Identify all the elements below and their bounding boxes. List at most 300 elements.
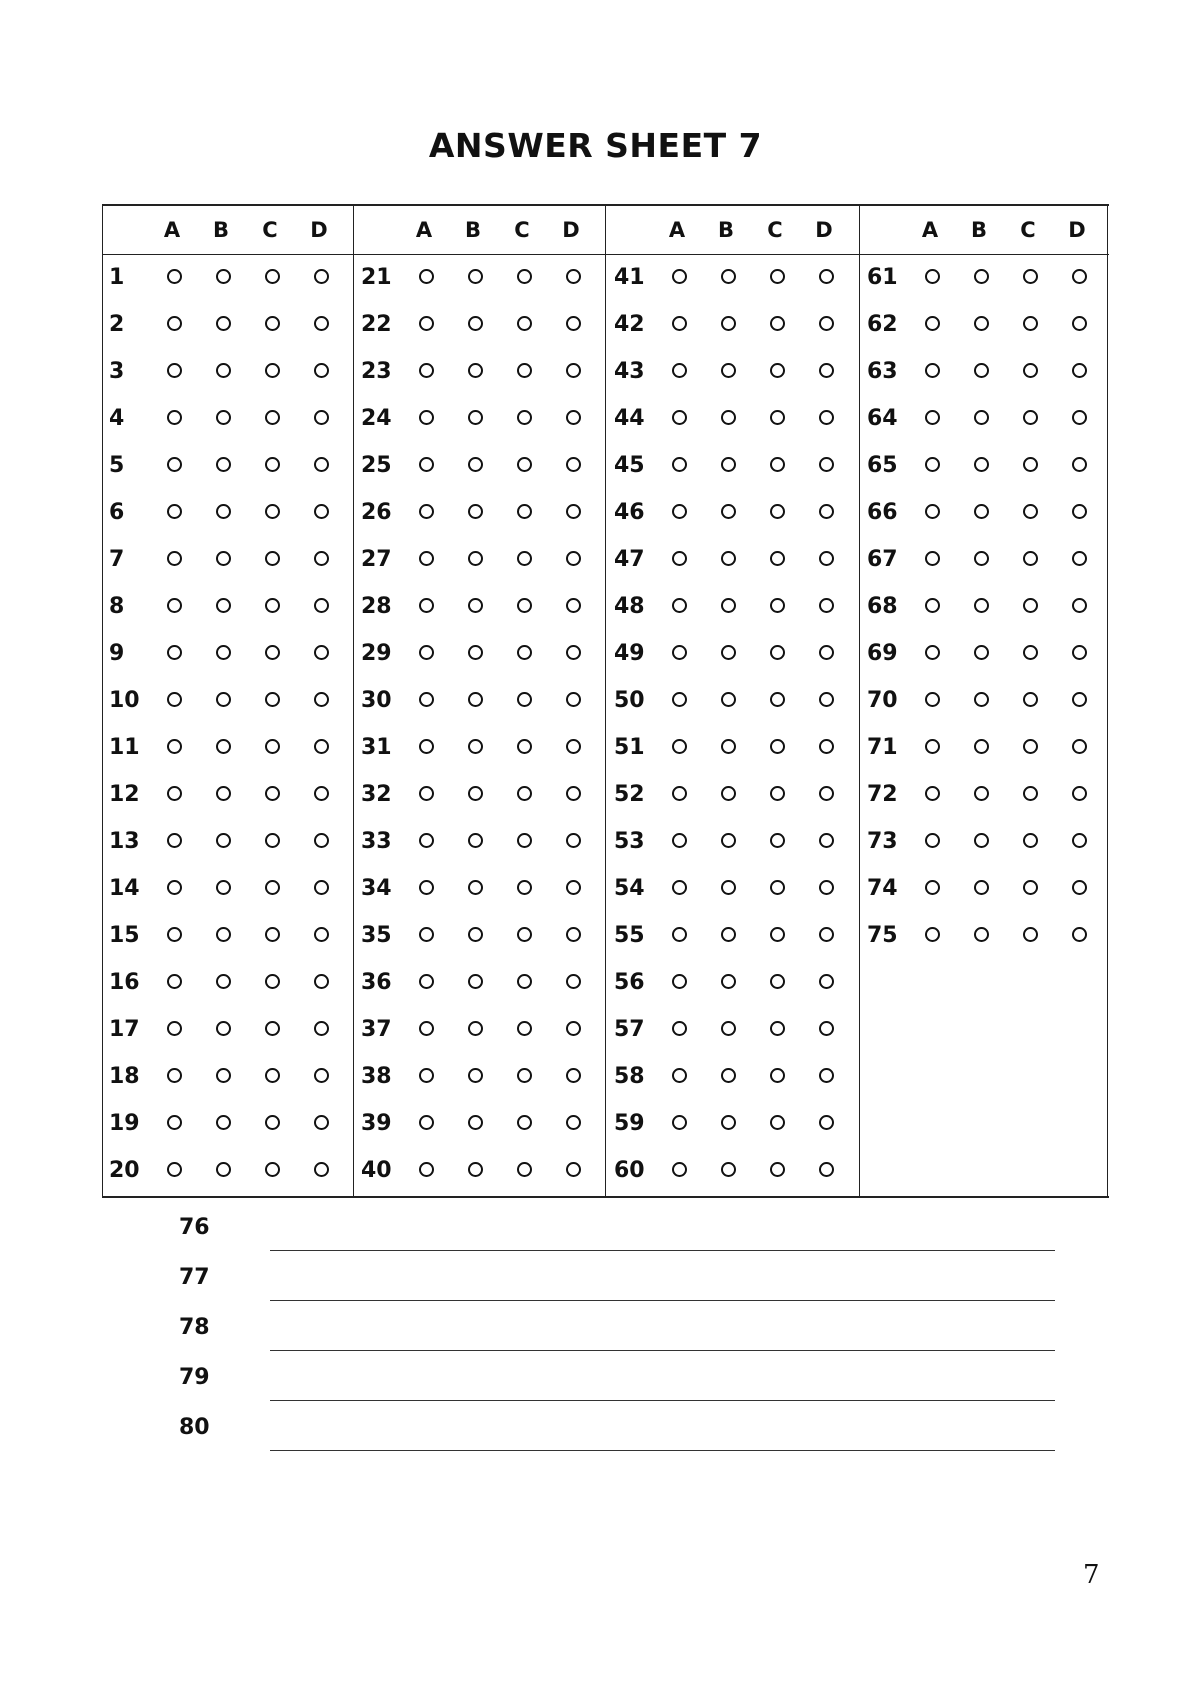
answer-bubble-b[interactable] bbox=[468, 1115, 483, 1130]
answer-bubble-c[interactable] bbox=[1023, 551, 1038, 566]
answer-bubble-a[interactable] bbox=[672, 833, 687, 848]
answer-bubble-c[interactable] bbox=[517, 363, 532, 378]
answer-write-line[interactable] bbox=[270, 1250, 1055, 1251]
answer-bubble-b[interactable] bbox=[974, 739, 989, 754]
answer-bubble-b[interactable] bbox=[216, 457, 231, 472]
answer-bubble-b[interactable] bbox=[721, 457, 736, 472]
answer-bubble-c[interactable] bbox=[517, 1162, 532, 1177]
answer-bubble-d[interactable] bbox=[566, 457, 581, 472]
answer-bubble-a[interactable] bbox=[167, 316, 182, 331]
answer-bubble-d[interactable] bbox=[566, 269, 581, 284]
answer-bubble-c[interactable] bbox=[1023, 269, 1038, 284]
answer-bubble-a[interactable] bbox=[672, 363, 687, 378]
answer-bubble-a[interactable] bbox=[167, 1068, 182, 1083]
answer-bubble-c[interactable] bbox=[770, 316, 785, 331]
answer-bubble-a[interactable] bbox=[419, 786, 434, 801]
answer-bubble-d[interactable] bbox=[566, 786, 581, 801]
answer-bubble-b[interactable] bbox=[216, 833, 231, 848]
answer-bubble-b[interactable] bbox=[974, 645, 989, 660]
answer-write-line[interactable] bbox=[270, 1300, 1055, 1301]
answer-bubble-a[interactable] bbox=[167, 598, 182, 613]
answer-bubble-c[interactable] bbox=[770, 739, 785, 754]
answer-bubble-b[interactable] bbox=[468, 598, 483, 613]
answer-bubble-a[interactable] bbox=[925, 316, 940, 331]
answer-bubble-d[interactable] bbox=[566, 410, 581, 425]
answer-bubble-d[interactable] bbox=[314, 363, 329, 378]
answer-bubble-b[interactable] bbox=[216, 316, 231, 331]
answer-bubble-c[interactable] bbox=[770, 1115, 785, 1130]
answer-bubble-a[interactable] bbox=[672, 269, 687, 284]
answer-bubble-b[interactable] bbox=[468, 551, 483, 566]
answer-bubble-b[interactable] bbox=[721, 739, 736, 754]
answer-bubble-c[interactable] bbox=[265, 269, 280, 284]
answer-bubble-d[interactable] bbox=[566, 1068, 581, 1083]
answer-bubble-c[interactable] bbox=[1023, 645, 1038, 660]
answer-bubble-c[interactable] bbox=[517, 504, 532, 519]
answer-bubble-a[interactable] bbox=[419, 1162, 434, 1177]
answer-bubble-c[interactable] bbox=[770, 457, 785, 472]
answer-bubble-d[interactable] bbox=[314, 598, 329, 613]
answer-bubble-a[interactable] bbox=[167, 645, 182, 660]
answer-write-line[interactable] bbox=[270, 1400, 1055, 1401]
answer-bubble-c[interactable] bbox=[517, 974, 532, 989]
answer-bubble-d[interactable] bbox=[314, 316, 329, 331]
answer-bubble-a[interactable] bbox=[672, 974, 687, 989]
answer-bubble-a[interactable] bbox=[419, 1115, 434, 1130]
answer-bubble-a[interactable] bbox=[925, 363, 940, 378]
answer-bubble-d[interactable] bbox=[314, 1115, 329, 1130]
answer-bubble-c[interactable] bbox=[265, 1115, 280, 1130]
answer-bubble-a[interactable] bbox=[167, 1115, 182, 1130]
answer-bubble-d[interactable] bbox=[819, 1162, 834, 1177]
answer-bubble-b[interactable] bbox=[721, 927, 736, 942]
answer-bubble-c[interactable] bbox=[770, 269, 785, 284]
answer-bubble-d[interactable] bbox=[314, 410, 329, 425]
answer-bubble-c[interactable] bbox=[517, 692, 532, 707]
answer-bubble-d[interactable] bbox=[566, 645, 581, 660]
answer-bubble-d[interactable] bbox=[1072, 410, 1087, 425]
answer-bubble-a[interactable] bbox=[925, 598, 940, 613]
answer-bubble-a[interactable] bbox=[925, 739, 940, 754]
answer-bubble-b[interactable] bbox=[468, 692, 483, 707]
answer-bubble-c[interactable] bbox=[1023, 504, 1038, 519]
answer-bubble-d[interactable] bbox=[819, 269, 834, 284]
answer-bubble-a[interactable] bbox=[419, 551, 434, 566]
answer-bubble-a[interactable] bbox=[925, 551, 940, 566]
answer-bubble-c[interactable] bbox=[1023, 410, 1038, 425]
answer-bubble-d[interactable] bbox=[314, 880, 329, 895]
answer-bubble-b[interactable] bbox=[721, 786, 736, 801]
answer-bubble-b[interactable] bbox=[468, 786, 483, 801]
answer-bubble-c[interactable] bbox=[770, 880, 785, 895]
answer-bubble-c[interactable] bbox=[517, 269, 532, 284]
answer-bubble-d[interactable] bbox=[819, 363, 834, 378]
answer-bubble-d[interactable] bbox=[566, 598, 581, 613]
answer-bubble-a[interactable] bbox=[672, 1021, 687, 1036]
answer-bubble-a[interactable] bbox=[419, 880, 434, 895]
answer-bubble-b[interactable] bbox=[974, 504, 989, 519]
answer-bubble-c[interactable] bbox=[770, 1021, 785, 1036]
answer-bubble-a[interactable] bbox=[672, 457, 687, 472]
answer-bubble-a[interactable] bbox=[419, 833, 434, 848]
answer-bubble-d[interactable] bbox=[314, 504, 329, 519]
answer-bubble-a[interactable] bbox=[672, 786, 687, 801]
answer-bubble-b[interactable] bbox=[721, 1021, 736, 1036]
answer-bubble-d[interactable] bbox=[314, 457, 329, 472]
answer-bubble-a[interactable] bbox=[419, 645, 434, 660]
answer-bubble-c[interactable] bbox=[770, 1162, 785, 1177]
answer-bubble-c[interactable] bbox=[517, 457, 532, 472]
answer-bubble-d[interactable] bbox=[819, 504, 834, 519]
answer-bubble-a[interactable] bbox=[672, 927, 687, 942]
answer-bubble-b[interactable] bbox=[721, 269, 736, 284]
answer-bubble-b[interactable] bbox=[468, 504, 483, 519]
answer-write-line[interactable] bbox=[270, 1450, 1055, 1451]
answer-bubble-a[interactable] bbox=[167, 1021, 182, 1036]
answer-bubble-a[interactable] bbox=[167, 1162, 182, 1177]
answer-bubble-c[interactable] bbox=[517, 1021, 532, 1036]
answer-bubble-c[interactable] bbox=[517, 645, 532, 660]
answer-bubble-b[interactable] bbox=[974, 786, 989, 801]
answer-bubble-b[interactable] bbox=[721, 504, 736, 519]
answer-bubble-d[interactable] bbox=[819, 551, 834, 566]
answer-bubble-b[interactable] bbox=[468, 1068, 483, 1083]
answer-bubble-d[interactable] bbox=[1072, 269, 1087, 284]
answer-bubble-b[interactable] bbox=[721, 645, 736, 660]
answer-bubble-d[interactable] bbox=[1072, 316, 1087, 331]
answer-bubble-a[interactable] bbox=[167, 551, 182, 566]
answer-bubble-a[interactable] bbox=[672, 739, 687, 754]
answer-bubble-c[interactable] bbox=[265, 598, 280, 613]
answer-bubble-b[interactable] bbox=[216, 551, 231, 566]
answer-bubble-c[interactable] bbox=[1023, 880, 1038, 895]
answer-bubble-b[interactable] bbox=[721, 1068, 736, 1083]
answer-bubble-d[interactable] bbox=[314, 269, 329, 284]
answer-bubble-a[interactable] bbox=[672, 410, 687, 425]
answer-bubble-a[interactable] bbox=[419, 363, 434, 378]
answer-bubble-b[interactable] bbox=[468, 927, 483, 942]
answer-bubble-d[interactable] bbox=[566, 739, 581, 754]
answer-bubble-a[interactable] bbox=[419, 739, 434, 754]
answer-bubble-c[interactable] bbox=[517, 1115, 532, 1130]
answer-write-line[interactable] bbox=[270, 1350, 1055, 1351]
answer-bubble-c[interactable] bbox=[770, 786, 785, 801]
answer-bubble-c[interactable] bbox=[517, 316, 532, 331]
answer-bubble-a[interactable] bbox=[925, 457, 940, 472]
answer-bubble-a[interactable] bbox=[672, 316, 687, 331]
answer-bubble-b[interactable] bbox=[721, 598, 736, 613]
answer-bubble-c[interactable] bbox=[265, 645, 280, 660]
answer-bubble-b[interactable] bbox=[974, 457, 989, 472]
answer-bubble-a[interactable] bbox=[167, 457, 182, 472]
answer-bubble-b[interactable] bbox=[468, 410, 483, 425]
answer-bubble-a[interactable] bbox=[419, 598, 434, 613]
answer-bubble-b[interactable] bbox=[974, 410, 989, 425]
answer-bubble-b[interactable] bbox=[974, 363, 989, 378]
answer-bubble-a[interactable] bbox=[925, 880, 940, 895]
answer-bubble-b[interactable] bbox=[974, 269, 989, 284]
answer-bubble-a[interactable] bbox=[419, 504, 434, 519]
answer-bubble-d[interactable] bbox=[566, 974, 581, 989]
answer-bubble-d[interactable] bbox=[819, 692, 834, 707]
answer-bubble-b[interactable] bbox=[216, 363, 231, 378]
answer-bubble-d[interactable] bbox=[314, 692, 329, 707]
answer-bubble-b[interactable] bbox=[721, 1162, 736, 1177]
answer-bubble-c[interactable] bbox=[517, 1068, 532, 1083]
answer-bubble-a[interactable] bbox=[925, 410, 940, 425]
answer-bubble-d[interactable] bbox=[819, 974, 834, 989]
answer-bubble-b[interactable] bbox=[216, 786, 231, 801]
answer-bubble-c[interactable] bbox=[265, 739, 280, 754]
answer-bubble-c[interactable] bbox=[265, 504, 280, 519]
answer-bubble-a[interactable] bbox=[925, 786, 940, 801]
answer-bubble-b[interactable] bbox=[974, 833, 989, 848]
answer-bubble-a[interactable] bbox=[419, 692, 434, 707]
answer-bubble-a[interactable] bbox=[672, 1068, 687, 1083]
answer-bubble-d[interactable] bbox=[1072, 880, 1087, 895]
answer-bubble-a[interactable] bbox=[167, 692, 182, 707]
answer-bubble-a[interactable] bbox=[925, 504, 940, 519]
answer-bubble-a[interactable] bbox=[672, 880, 687, 895]
answer-bubble-d[interactable] bbox=[1072, 739, 1087, 754]
answer-bubble-d[interactable] bbox=[1072, 927, 1087, 942]
answer-bubble-c[interactable] bbox=[517, 410, 532, 425]
answer-bubble-d[interactable] bbox=[314, 1162, 329, 1177]
answer-bubble-c[interactable] bbox=[1023, 363, 1038, 378]
answer-bubble-c[interactable] bbox=[265, 457, 280, 472]
answer-bubble-a[interactable] bbox=[672, 1162, 687, 1177]
answer-bubble-d[interactable] bbox=[566, 1115, 581, 1130]
answer-bubble-b[interactable] bbox=[468, 1021, 483, 1036]
answer-bubble-c[interactable] bbox=[1023, 316, 1038, 331]
answer-bubble-a[interactable] bbox=[672, 551, 687, 566]
answer-bubble-d[interactable] bbox=[819, 316, 834, 331]
answer-bubble-d[interactable] bbox=[819, 1068, 834, 1083]
answer-bubble-b[interactable] bbox=[974, 692, 989, 707]
answer-bubble-b[interactable] bbox=[721, 551, 736, 566]
answer-bubble-b[interactable] bbox=[721, 410, 736, 425]
answer-bubble-b[interactable] bbox=[468, 974, 483, 989]
answer-bubble-d[interactable] bbox=[314, 833, 329, 848]
answer-bubble-d[interactable] bbox=[1072, 363, 1087, 378]
answer-bubble-d[interactable] bbox=[1072, 833, 1087, 848]
answer-bubble-a[interactable] bbox=[419, 974, 434, 989]
answer-bubble-c[interactable] bbox=[517, 551, 532, 566]
answer-bubble-c[interactable] bbox=[265, 974, 280, 989]
answer-bubble-a[interactable] bbox=[167, 974, 182, 989]
answer-bubble-b[interactable] bbox=[468, 833, 483, 848]
answer-bubble-b[interactable] bbox=[974, 927, 989, 942]
answer-bubble-b[interactable] bbox=[468, 269, 483, 284]
answer-bubble-b[interactable] bbox=[468, 739, 483, 754]
answer-bubble-b[interactable] bbox=[721, 316, 736, 331]
answer-bubble-a[interactable] bbox=[167, 269, 182, 284]
answer-bubble-c[interactable] bbox=[265, 363, 280, 378]
answer-bubble-a[interactable] bbox=[672, 645, 687, 660]
answer-bubble-d[interactable] bbox=[819, 1115, 834, 1130]
answer-bubble-b[interactable] bbox=[216, 974, 231, 989]
answer-bubble-b[interactable] bbox=[216, 1021, 231, 1036]
answer-bubble-c[interactable] bbox=[1023, 927, 1038, 942]
answer-bubble-c[interactable] bbox=[265, 1021, 280, 1036]
answer-bubble-b[interactable] bbox=[216, 598, 231, 613]
answer-bubble-b[interactable] bbox=[974, 316, 989, 331]
answer-bubble-d[interactable] bbox=[566, 551, 581, 566]
answer-bubble-c[interactable] bbox=[770, 410, 785, 425]
answer-bubble-c[interactable] bbox=[265, 410, 280, 425]
answer-bubble-d[interactable] bbox=[1072, 551, 1087, 566]
answer-bubble-b[interactable] bbox=[468, 880, 483, 895]
answer-bubble-b[interactable] bbox=[216, 1115, 231, 1130]
answer-bubble-d[interactable] bbox=[819, 927, 834, 942]
answer-bubble-b[interactable] bbox=[216, 927, 231, 942]
answer-bubble-d[interactable] bbox=[566, 880, 581, 895]
answer-bubble-b[interactable] bbox=[216, 645, 231, 660]
answer-bubble-c[interactable] bbox=[770, 692, 785, 707]
answer-bubble-c[interactable] bbox=[517, 833, 532, 848]
answer-bubble-b[interactable] bbox=[974, 551, 989, 566]
answer-bubble-a[interactable] bbox=[672, 692, 687, 707]
answer-bubble-b[interactable] bbox=[974, 598, 989, 613]
answer-bubble-d[interactable] bbox=[1072, 598, 1087, 613]
answer-bubble-b[interactable] bbox=[216, 504, 231, 519]
answer-bubble-d[interactable] bbox=[314, 1068, 329, 1083]
answer-bubble-d[interactable] bbox=[566, 833, 581, 848]
answer-bubble-d[interactable] bbox=[314, 739, 329, 754]
answer-bubble-a[interactable] bbox=[672, 1115, 687, 1130]
answer-bubble-d[interactable] bbox=[1072, 692, 1087, 707]
answer-bubble-c[interactable] bbox=[517, 880, 532, 895]
answer-bubble-a[interactable] bbox=[925, 692, 940, 707]
answer-bubble-c[interactable] bbox=[517, 598, 532, 613]
answer-bubble-d[interactable] bbox=[819, 880, 834, 895]
answer-bubble-b[interactable] bbox=[216, 269, 231, 284]
answer-bubble-d[interactable] bbox=[314, 974, 329, 989]
answer-bubble-a[interactable] bbox=[925, 645, 940, 660]
answer-bubble-d[interactable] bbox=[566, 927, 581, 942]
answer-bubble-d[interactable] bbox=[566, 504, 581, 519]
answer-bubble-c[interactable] bbox=[265, 786, 280, 801]
answer-bubble-c[interactable] bbox=[517, 786, 532, 801]
answer-bubble-a[interactable] bbox=[167, 410, 182, 425]
answer-bubble-d[interactable] bbox=[566, 692, 581, 707]
answer-bubble-b[interactable] bbox=[721, 692, 736, 707]
answer-bubble-d[interactable] bbox=[819, 645, 834, 660]
answer-bubble-d[interactable] bbox=[819, 457, 834, 472]
answer-bubble-a[interactable] bbox=[419, 269, 434, 284]
answer-bubble-d[interactable] bbox=[566, 1021, 581, 1036]
answer-bubble-b[interactable] bbox=[468, 457, 483, 472]
answer-bubble-b[interactable] bbox=[721, 833, 736, 848]
answer-bubble-c[interactable] bbox=[265, 1162, 280, 1177]
answer-bubble-c[interactable] bbox=[770, 974, 785, 989]
answer-bubble-c[interactable] bbox=[770, 645, 785, 660]
answer-bubble-a[interactable] bbox=[672, 504, 687, 519]
answer-bubble-c[interactable] bbox=[265, 1068, 280, 1083]
answer-bubble-b[interactable] bbox=[216, 692, 231, 707]
answer-bubble-b[interactable] bbox=[216, 410, 231, 425]
answer-bubble-d[interactable] bbox=[314, 786, 329, 801]
answer-bubble-a[interactable] bbox=[925, 927, 940, 942]
answer-bubble-d[interactable] bbox=[1072, 645, 1087, 660]
answer-bubble-b[interactable] bbox=[721, 880, 736, 895]
answer-bubble-c[interactable] bbox=[770, 833, 785, 848]
answer-bubble-b[interactable] bbox=[216, 1068, 231, 1083]
answer-bubble-a[interactable] bbox=[419, 1021, 434, 1036]
answer-bubble-a[interactable] bbox=[167, 833, 182, 848]
answer-bubble-b[interactable] bbox=[468, 316, 483, 331]
answer-bubble-c[interactable] bbox=[1023, 786, 1038, 801]
answer-bubble-b[interactable] bbox=[216, 739, 231, 754]
answer-bubble-d[interactable] bbox=[566, 363, 581, 378]
answer-bubble-d[interactable] bbox=[314, 1021, 329, 1036]
answer-bubble-d[interactable] bbox=[1072, 786, 1087, 801]
answer-bubble-c[interactable] bbox=[265, 833, 280, 848]
answer-bubble-b[interactable] bbox=[721, 363, 736, 378]
answer-bubble-c[interactable] bbox=[517, 927, 532, 942]
answer-bubble-b[interactable] bbox=[216, 880, 231, 895]
answer-bubble-c[interactable] bbox=[1023, 692, 1038, 707]
answer-bubble-a[interactable] bbox=[167, 880, 182, 895]
answer-bubble-a[interactable] bbox=[419, 927, 434, 942]
answer-bubble-d[interactable] bbox=[314, 645, 329, 660]
answer-bubble-d[interactable] bbox=[819, 1021, 834, 1036]
answer-bubble-b[interactable] bbox=[468, 363, 483, 378]
answer-bubble-a[interactable] bbox=[419, 457, 434, 472]
answer-bubble-a[interactable] bbox=[167, 927, 182, 942]
answer-bubble-c[interactable] bbox=[265, 692, 280, 707]
answer-bubble-a[interactable] bbox=[419, 410, 434, 425]
answer-bubble-c[interactable] bbox=[1023, 598, 1038, 613]
answer-bubble-c[interactable] bbox=[265, 316, 280, 331]
answer-bubble-a[interactable] bbox=[167, 786, 182, 801]
answer-bubble-c[interactable] bbox=[265, 551, 280, 566]
answer-bubble-c[interactable] bbox=[770, 363, 785, 378]
answer-bubble-b[interactable] bbox=[468, 645, 483, 660]
answer-bubble-a[interactable] bbox=[925, 269, 940, 284]
answer-bubble-a[interactable] bbox=[672, 598, 687, 613]
answer-bubble-d[interactable] bbox=[314, 551, 329, 566]
answer-bubble-b[interactable] bbox=[721, 974, 736, 989]
answer-bubble-d[interactable] bbox=[314, 927, 329, 942]
answer-bubble-b[interactable] bbox=[216, 1162, 231, 1177]
answer-bubble-c[interactable] bbox=[1023, 457, 1038, 472]
answer-bubble-b[interactable] bbox=[721, 1115, 736, 1130]
answer-bubble-b[interactable] bbox=[974, 880, 989, 895]
answer-bubble-a[interactable] bbox=[167, 504, 182, 519]
answer-bubble-c[interactable] bbox=[265, 927, 280, 942]
answer-bubble-c[interactable] bbox=[770, 1068, 785, 1083]
answer-bubble-a[interactable] bbox=[419, 1068, 434, 1083]
answer-bubble-c[interactable] bbox=[265, 880, 280, 895]
answer-bubble-d[interactable] bbox=[1072, 457, 1087, 472]
answer-bubble-a[interactable] bbox=[925, 833, 940, 848]
answer-bubble-c[interactable] bbox=[1023, 833, 1038, 848]
answer-bubble-d[interactable] bbox=[819, 739, 834, 754]
answer-bubble-a[interactable] bbox=[419, 316, 434, 331]
answer-bubble-c[interactable] bbox=[770, 598, 785, 613]
answer-bubble-c[interactable] bbox=[1023, 739, 1038, 754]
answer-bubble-b[interactable] bbox=[468, 1162, 483, 1177]
answer-bubble-d[interactable] bbox=[819, 410, 834, 425]
answer-bubble-d[interactable] bbox=[1072, 504, 1087, 519]
answer-bubble-d[interactable] bbox=[566, 316, 581, 331]
answer-bubble-a[interactable] bbox=[167, 363, 182, 378]
answer-bubble-c[interactable] bbox=[770, 551, 785, 566]
answer-bubble-d[interactable] bbox=[819, 786, 834, 801]
answer-bubble-d[interactable] bbox=[819, 598, 834, 613]
answer-bubble-a[interactable] bbox=[167, 739, 182, 754]
